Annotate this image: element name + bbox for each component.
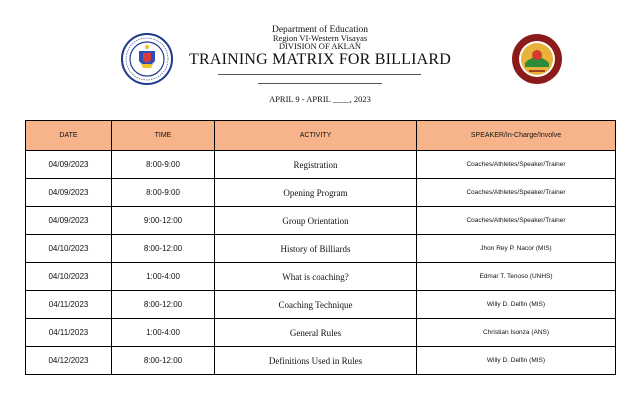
time-cell: 1:00-4:00: [112, 263, 215, 291]
activity-cell: History of Billiards: [215, 235, 417, 263]
speaker-cell: Coaches/Athletes/Speaker/Trainer: [417, 151, 616, 179]
activity-cell: Registration: [215, 151, 417, 179]
division-seal-icon: [511, 33, 563, 85]
region-line: Region VI-Western Visayas: [272, 33, 368, 43]
table-row: [26, 263, 616, 291]
title-underline: [218, 74, 421, 75]
time-cell: 8:00-9:00: [112, 151, 215, 179]
activity-cell: What is coaching?: [215, 263, 417, 291]
column-header-time: TIME: [112, 121, 215, 151]
title-underline-short: [258, 83, 382, 84]
speaker-cell: Coaches/Athletes/Speaker/Trainer: [417, 207, 616, 235]
time-cell: 8:00-9:00: [112, 179, 215, 207]
table-row: [26, 319, 616, 347]
speaker-cell: Christian Isonza (ANS): [417, 319, 616, 347]
document-header: [0, 0, 640, 115]
time-cell: 8:00-12:00: [112, 235, 215, 263]
speaker-cell: Willy D. Delfin (MIS): [417, 291, 616, 319]
activity-cell: Group Orientation: [215, 207, 417, 235]
time-cell: 8:00-12:00: [112, 291, 215, 319]
activity-cell: Definitions Used in Rules: [215, 347, 417, 375]
date-cell: 04/11/2023: [26, 319, 112, 347]
department-line: Department of Education: [271, 25, 369, 35]
date-cell: 04/10/2023: [26, 263, 112, 291]
table-row: [26, 179, 616, 207]
table-header-row: [26, 121, 616, 151]
date-cell: 04/09/2023: [26, 151, 112, 179]
speaker-cell: Willy D. Delfin (MIS): [417, 347, 616, 375]
speaker-cell: Jhon Rey P. Nacor (MIS): [417, 235, 616, 263]
time-cell: 9:00-12:00: [112, 207, 215, 235]
date-range: APRIL 9 - APRIL ____, 2023: [269, 94, 371, 104]
activity-cell: General Rules: [215, 319, 417, 347]
training-matrix-table: [25, 120, 616, 375]
speaker-cell: Coaches/Athletes/Speaker/Trainer: [417, 179, 616, 207]
table-row: [26, 347, 616, 375]
division-line: DIVISION OF AKLAN: [278, 41, 362, 51]
column-header-activity: ACTIVITY: [215, 121, 417, 151]
date-cell: 04/09/2023: [26, 179, 112, 207]
activity-cell: Opening Program: [215, 179, 417, 207]
date-cell: 04/12/2023: [26, 347, 112, 375]
table-row: [26, 207, 616, 235]
column-header-speaker: SPEAKER/In-Charge/Involve: [417, 121, 616, 151]
column-header-date: DATE: [26, 121, 112, 151]
date-cell: 04/11/2023: [26, 291, 112, 319]
date-cell: 04/10/2023: [26, 235, 112, 263]
document-title: TRAINING MATRIX FOR BILLIARD: [188, 51, 452, 68]
time-cell: 8:00-12:00: [112, 347, 215, 375]
speaker-cell: Edmar T. Tenoso (UNHS): [417, 263, 616, 291]
table-row: [26, 235, 616, 263]
date-cell: 04/09/2023: [26, 207, 112, 235]
table-row: [26, 291, 616, 319]
time-cell: 1:00-4:00: [112, 319, 215, 347]
table-row: [26, 151, 616, 179]
activity-cell: Coaching Technique: [215, 291, 417, 319]
